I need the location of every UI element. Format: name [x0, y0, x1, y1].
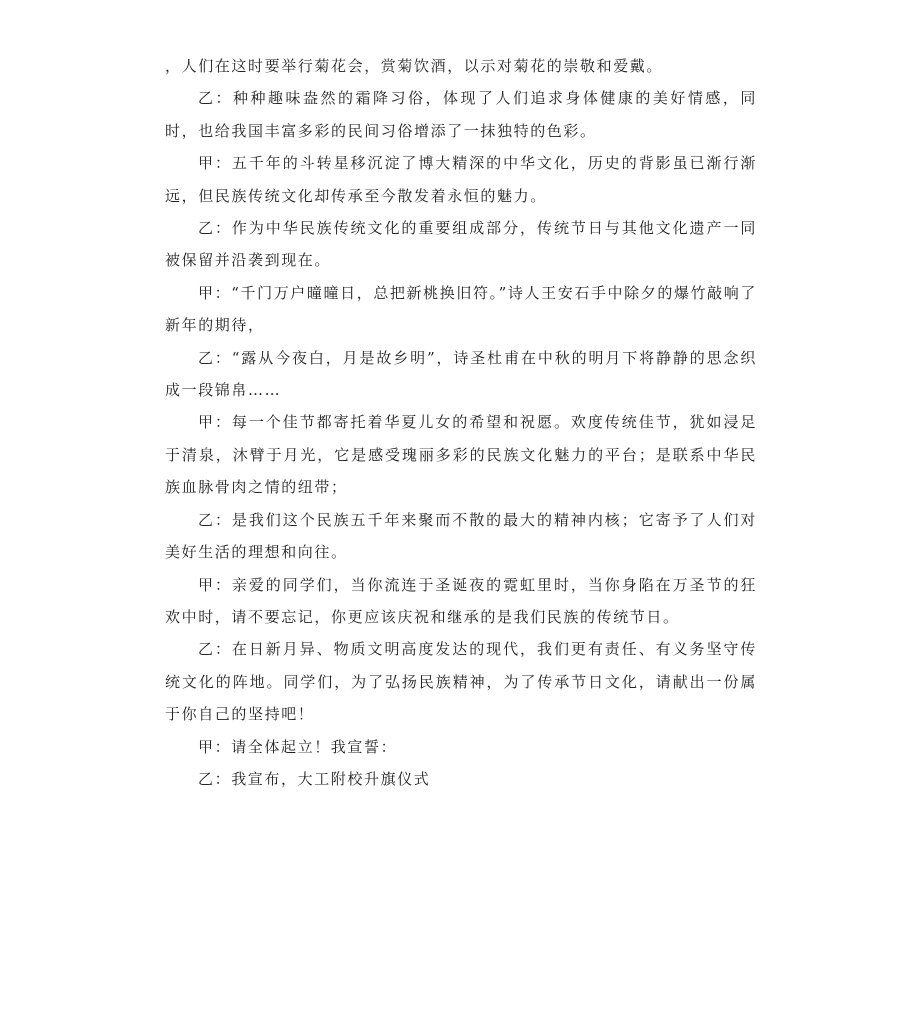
- paragraph-jia-4: 甲：亲爱的同学们，当你流连于圣诞夜的霓虹里时，当你身陷在万圣节的狂欢中时，请不要忘记，你更应该庆祝和继承的是我们民族的传统节日。: [165, 575, 757, 626]
- paragraph-yi-3: 乙：“露从今夜白，月是故乡明”，诗圣杜甫在中秋的明月下将静静的思念织成一段锦帛……: [165, 348, 757, 400]
- paragraph-yi-1: 乙：种种趣味盎然的霜降习俗，体现了人们追求身体健康的美好情感，同时，也给我国丰富多彩的民间习俗增添了一抹独特的色彩。: [165, 89, 757, 140]
- paragraph-continuation: ，人们在这时要举行菊花会，赏菊饮酒，以示对菊花的崇敬和爱戴。: [165, 57, 664, 75]
- paragraph-jia-2: 甲：“千门万户曈曈日，总把新桃换旧符。”诗人王安石手中除夕的爆竹敲响了新年的期待，: [165, 283, 757, 335]
- document-body: [165, 50, 757, 795]
- paragraph-yi-6: 乙：我宣布，大工附校升旗仪式: [198, 769, 431, 788]
- paragraph-yi-2: 乙：作为中华民族传统文化的重要组成部分，传统节日与其他文化遗产一同被保留并沿袭到现在。: [165, 219, 757, 270]
- paragraph-jia-1: 甲：五千年的斗转星移沉淀了博大精深的中华文化，历史的背影虽已渐行渐远，但民族传统文化却传承至今散发着永恒的魅力。: [165, 154, 757, 205]
- paragraph-yi-5: 乙：在日新月异、物质文明高度发达的现代，我们更有责任、有义务坚守传统文化的阵地。同学们，为了弘扬民族精神，为了传承节日文化，请献出一份属于你自己的坚持吧！: [165, 640, 757, 724]
- paragraph-jia-3: 甲：每一个佳节都寄托着华夏儿女的希望和祝愿。欢度传统佳节，犹如浸足于清泉，沐臂于月光，它是感受瑰丽多彩的民族文化魅力的平台；是联系中华民族血脉骨肉之情的纽带；: [165, 413, 757, 497]
- paragraph-jia-5: 甲：请全体起立！我宣誓：: [198, 737, 398, 756]
- paragraph-yi-4: 乙：是我们这个民族五千年来聚而不散的最大的精神内核；它寄予了人们对美好生活的理想和向往。: [165, 510, 757, 562]
